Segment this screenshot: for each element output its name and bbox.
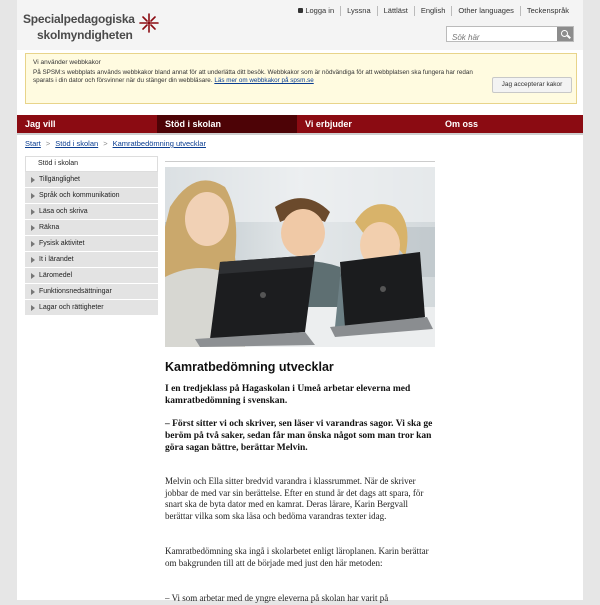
- sidebar-nav: [25, 156, 158, 316]
- search-icon-handle: [567, 35, 571, 39]
- main-nav: [17, 115, 583, 133]
- sidebar-item-it[interactable]: [25, 252, 158, 268]
- logo-text-line2: skolmyndigheten: [37, 28, 133, 42]
- accept-cookies-button[interactable]: Jag accepterar kakor: [492, 77, 572, 93]
- search-box: [446, 26, 574, 42]
- site-header: [17, 0, 583, 50]
- triangle-right-icon: [31, 241, 35, 247]
- article-paragraph: Kamratbedömning ska ingå i skolarbetet enligt läroplanen. Karin berättar om bakgrunden till att de började med just den här metoden:: [165, 546, 429, 568]
- top-link-sign-language[interactable]: Teckenspråk: [520, 6, 575, 16]
- sidebar-heading[interactable]: Stöd i skolan: [25, 156, 158, 172]
- sidebar-item-rakna[interactable]: [25, 220, 158, 236]
- cookie-text: [33, 69, 488, 85]
- article-paragraph: Melvin och Ella sitter bredvid varandra i klassrummet. När de skriver jobbar de med var sin berättelse. Efter en stund är det dags att spara, för snart ska de byta dator med en kamrat. Deras lärare, Karin Bergvall berättar vilka som ska läsa och bedöma varandras texter idag.: [165, 476, 424, 522]
- breadcrumb-stod-i-skolan[interactable]: Stöd i skolan: [55, 139, 99, 148]
- search-input[interactable]: [447, 31, 560, 45]
- cookie-title: Vi använder webbkakor: [33, 59, 101, 66]
- sidebar-item-sprak[interactable]: [25, 188, 158, 204]
- triangle-right-icon: [31, 289, 35, 295]
- sidebar-item-label: Läsa och skriva: [39, 208, 88, 215]
- top-link-english[interactable]: English: [414, 6, 452, 16]
- nav-item-jag-vill[interactable]: Jag vill: [25, 119, 56, 129]
- sidebar-item-lasa-skriva[interactable]: [25, 204, 158, 220]
- triangle-right-icon: [31, 305, 35, 311]
- page: [17, 0, 583, 603]
- nav-item-vi-erbjuder[interactable]: Vi erbjuder: [305, 119, 352, 129]
- sidebar-item-label: Fysisk aktivitet: [39, 240, 85, 247]
- cookie-banner: [25, 53, 577, 104]
- sidebar-item-label: Funktionsnedsättningar: [39, 288, 112, 295]
- content-divider: [165, 161, 435, 162]
- sidebar-item-label: It i lärandet: [39, 256, 74, 263]
- triangle-right-icon: [31, 273, 35, 279]
- nav-item-stod-i-skolan[interactable]: Stöd i skolan: [157, 115, 297, 133]
- sidebar-item-label: Tillgänglighet: [39, 176, 80, 183]
- cookie-more-link[interactable]: Läs mer om webbkakor på spsm.se: [214, 77, 314, 84]
- article-photo: [165, 167, 435, 347]
- search-button[interactable]: [557, 27, 573, 41]
- breadcrumb-separator: >: [103, 139, 108, 148]
- sidebar-item-laromedel[interactable]: [25, 268, 158, 284]
- top-link-login[interactable]: Logga in: [292, 6, 340, 16]
- lock-icon: [298, 8, 303, 13]
- triangle-right-icon: [31, 193, 35, 199]
- triangle-right-icon: [31, 209, 35, 215]
- article-paragraph: – Vi som arbetar med de yngre eleverna på skolan har varit på: [165, 593, 389, 603]
- logo-star-icon: [138, 12, 160, 34]
- top-link-other-languages[interactable]: Other languages: [451, 6, 519, 16]
- top-link-easy-read[interactable]: Lättläst: [377, 6, 414, 16]
- article-title: Kamratbedömning utvecklar: [165, 360, 334, 374]
- nav-item-om-oss[interactable]: Om oss: [445, 119, 479, 129]
- breadcrumb-separator: >: [45, 139, 51, 148]
- nav-divider: [17, 133, 583, 135]
- breadcrumb-current[interactable]: Kamratbedömning utvecklar: [112, 139, 206, 148]
- article-lead: I en tredjeklass på Hagaskolan i Umeå arbetar eleverna med kamratbedömning i svenskan.: [165, 384, 411, 406]
- sidebar-item-fysisk-aktivitet[interactable]: [25, 236, 158, 252]
- sidebar-item-label: Lagar och rättigheter: [39, 304, 104, 311]
- site-logo[interactable]: [23, 12, 163, 46]
- cookie-body: På SPSM:s webbplats används webbkakor bland annat för att underlätta ditt besök. Webbkakor som är nödvändiga för att webbplatsen ska fungera har redan sparats i din dator och försvinner när du stänger din webbläsare.: [33, 69, 473, 84]
- sidebar-item-funktionsnedsattningar[interactable]: [25, 284, 158, 300]
- sidebar-item-tillganglighet[interactable]: [25, 172, 158, 188]
- triangle-right-icon: [31, 257, 35, 263]
- article-quote: – Först sitter vi och skriver, sen läser vi varandras sagor. Vi ska ge beröm på två saker, sedan får man önska något som man tror kan göra sagan bättre, berättar Melvin.: [165, 419, 433, 453]
- sidebar-item-lagar[interactable]: [25, 300, 158, 316]
- triangle-right-icon: [31, 177, 35, 183]
- sidebar-item-label: Läromedel: [39, 272, 73, 279]
- sidebar-item-label: Räkna: [39, 224, 60, 231]
- triangle-right-icon: [31, 225, 35, 231]
- top-link-listen[interactable]: Lyssna: [340, 6, 377, 16]
- breadcrumb-start[interactable]: Start: [25, 139, 41, 148]
- sidebar-item-label: Språk och kommunikation: [39, 192, 120, 199]
- logo-text-line1: Specialpedagogiska: [23, 12, 135, 26]
- breadcrumb: [25, 139, 206, 148]
- top-links: [292, 6, 575, 16]
